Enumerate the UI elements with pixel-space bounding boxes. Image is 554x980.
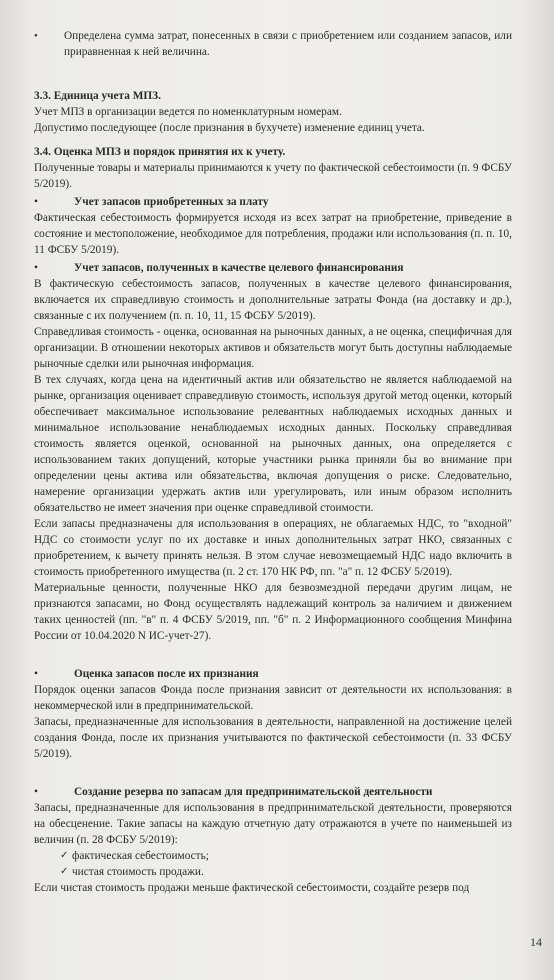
paragraph: Если чистая стоимость продажи меньше фактической себестоимости, создайте резерв под <box>34 882 470 894</box>
list-item <box>60 864 512 880</box>
paragraph: В тех случаях, когда цена на идентичный актив или обязательство не является наблюдаемой на рынке, организация оценивает справедливую стоимость, используя другой метод оценки, который обеспечивает максимальное использование релевантных наблюдаемых исходных данных и минимальное использование ненаблюдаемых исходных данных. Поскольку справедливая стоимость является оценкой, основанной на рыночных данных, она определяется с использованием таких допущений, которые участники рынка приняли бы во внимание при определении цены актива или обязательства, включая допущения о риске. Следовательно, намерение организации удержать актив или урегулировать, или иным образом исполнить обязательство не имеет значения при оценке справедливой стоимости. <box>34 374 512 514</box>
subsection-target-title <box>34 260 512 276</box>
paragraph: Запасы, предназначенные для использования в деятельности, направленной на достижение целей создания Фонда, после их признания учитываются по фактической себестоимости (п. 33 ФСБУ 5/2019). <box>34 716 512 760</box>
bullet-icon: • <box>34 786 38 798</box>
section-3-3-title: 3.3. Единица учета МПЗ. <box>34 90 161 102</box>
section-3-3-line: Учет МПЗ в организации ведется по номенклатурным номерам. <box>34 106 342 118</box>
subsection-title-text: Оценка запасов после их признания <box>74 668 259 680</box>
checkmark-icon: ✓ <box>60 866 69 877</box>
intro-bullet-text: Определена сумма затрат, понесенных в связи с приобретением или созданием запасов, или приравненная к ней величина. <box>64 30 512 58</box>
bullet-icon: • <box>34 196 38 208</box>
paragraph: Если запасы предназначены для использования в операциях, не облагаемых НДС, то "входной" НДС со стоимости услуг по их доставке и иных дополнительных затрат НКО, связанных с приобретением, к вычету принять нельзя. В этом случае невозмещаемый НДС надо включить в стоимость приобретенного имущества (п. 2 ст. 170 НК РФ, пп. "а" п. 12 ФСБУ 5/2019). <box>34 518 512 578</box>
subsection-purchased-text: Фактическая себестоимость формируется исходя из всех затрат на приобретение, приведение в состояние и местоположение, необходимое для потребления, продажи или использования (п. п. 10, 11 ФСБУ 5/2019). <box>34 212 512 256</box>
subsection-title-text: Создание резерва по запасам для предпринимательской деятельности <box>74 786 433 798</box>
subsection-after-title <box>34 666 512 682</box>
page-number: 14 <box>530 935 542 949</box>
paragraph: Порядок оценки запасов Фонда после признания зависит от деятельности их использования: в некоммерческой или в предпринимательской. <box>34 684 512 712</box>
list-item-text: фактическая себестоимость; <box>72 850 209 862</box>
section-3-4-title: 3.4. Оценка МПЗ и порядок принятия их к учету. <box>34 146 286 158</box>
bullet-icon: • <box>34 262 38 274</box>
subsection-reserve-title <box>34 784 512 800</box>
bullet-icon: • <box>34 30 38 42</box>
list-item-text: чистая стоимость продажи. <box>72 866 204 878</box>
paragraph: Материальные ценности, полученные НКО для безвозмездной передачи другим лицам, не признаются запасами, но Фонд осуществлять надлежащий контроль за наличием и движением таких ценностей (пп. "в" п. 4 ФСБУ 5/2019, пп. "б" п. 2 Информационного сообщения Минфина России от 10.04.2020 N ИС-учет-27). <box>34 582 512 642</box>
section-3-3-line: Допустимо последующее (после признания в бухучете) изменение единиц учета. <box>34 122 425 134</box>
bullet-icon: • <box>34 668 38 680</box>
subsection-purchased-title <box>34 194 512 210</box>
list-item <box>60 848 512 864</box>
paragraph: В фактическую себестоимость запасов, полученных в качестве целевого финансирования, включается их справедливую стоимость и дополнительные затраты Фонда (на доставку и др.), связанные с их получением (п. п. 10, 11, 15 ФСБУ 5/2019). <box>34 278 512 322</box>
checkmark-icon: ✓ <box>60 850 69 861</box>
reserve-list <box>34 848 512 880</box>
paragraph: Запасы, предназначенные для использования в предпринимательской деятельности, проверяются на обесценение. Такие запасы на каждую отчетную дату отражаются в учете по наименьшей из величин (п. 28 ФСБУ 5/2019): <box>34 802 512 846</box>
section-3-4-text: Полученные товары и материалы принимаются к учету по фактической себестоимости (п. 9 ФСБУ 5/2019). <box>34 162 512 190</box>
paragraph: Справедливая стоимость - оценка, основанная на рыночных данных, а не оценка, специфичная для организации. В отношении некоторых активов и обязательств могут быть доступны наблюдаемые рыночные сделки или рыночная информация. <box>34 326 512 370</box>
intro-bullet <box>34 28 512 60</box>
subsection-title-text: Учет запасов, полученных в качестве целевого финансирования <box>74 262 404 274</box>
subsection-title-text: Учет запасов приобретенных за плату <box>74 196 269 208</box>
